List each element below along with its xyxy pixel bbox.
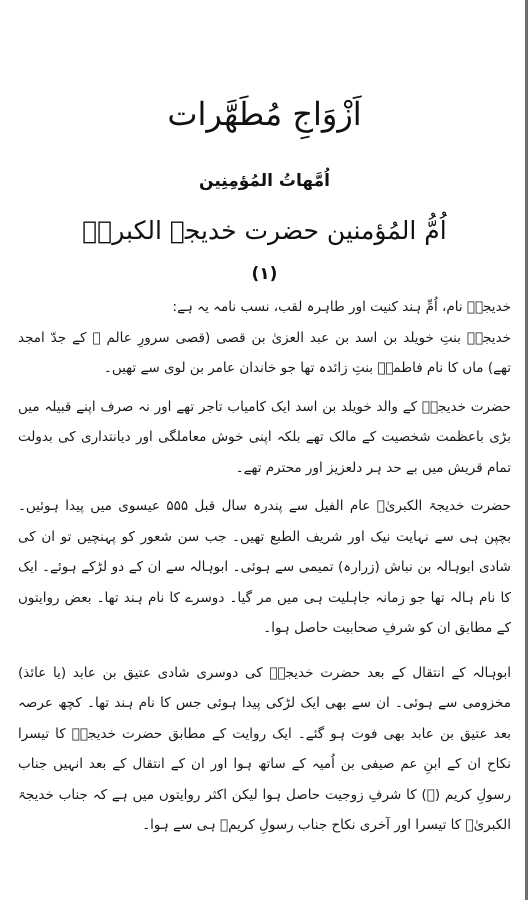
chapter-heading: اُمُّ المُؤمنین حضرت خدیجۃ الکبریؓ xyxy=(82,216,447,245)
paragraph-lineage: خدیجہؓ بنتِ خویلد بن اسد بن عبد العزیٰ بن قصی (قصی سرورِ عالم ﷺ کے جدّ امجد تھے) ماں کا نام فاطمہؓ بنتِ زائدہ تھا جو خاندان عامر بن لوی سے تھیں۔ xyxy=(18,329,511,376)
paragraph-marriages: ابوہالہ کے انتقال کے بعد حضرت خدیجہؓ کی دوسری شادی عتیق بن عابد (یا عائذ) مخزومی سے ہوئی۔ ان سے بھی ایک لڑکی پیدا ہوئی جس کا نام ہند تھا۔ کچھ عرصہ بعد عتیق بن عابد بھی فوت ہو گئے۔ ایک روایت کے مطابق حضرت خدیجہؓ کا تیسرا نکاح ان کے ابنِ عم صیفی بن اُمیہ کے ساتھ ہوا اور ان کے انتقال کے بعد انہیں جناب رسولِ کریم (ﷺ) کا شرفِ زوجیت حاصل ہوا لیکن اکثر روایتوں میں ہے کہ جناب خدیجۃ الکبریٰؓ کا تیسرا اور آخری نکاح جناب رسولِ کریمؐ ہی سے ہوا۔ xyxy=(18,664,511,833)
paragraph-lineage-intro: خدیجہؓ نام، اُمِّ ہند کنیت اور طاہرہ لقب، نسب نامہ یہ ہے: xyxy=(172,299,511,315)
body-text xyxy=(18,292,511,841)
page-subtitle: اُمَّھاتُ المُؤمِنِین xyxy=(199,171,330,191)
section-number: (۱) xyxy=(251,264,278,284)
page-title: اَزْوَاجِ مُطَهَّرات xyxy=(167,95,362,133)
paragraph-father: حضرت خدیجہؓ کے والد خویلد بن اسد ایک کامیاب تاجر تھے اور نہ صرف اپنے قبیلہ میں بڑی باعظمت شخصیت کے مالک تھے بلکہ اپنی خوش معاملگی اور دیانتداری کی بدولت تمام قریش میں بے حد ہر دلعزیز اور محترم تھے۔ xyxy=(18,398,511,476)
paragraph-birth: حضرت خدیجۃ الکبریٰؓ عام الفیل سے پندرہ سال قبل ۵۵۵ عیسوی میں پیدا ہوئیں۔ بچپن ہی سے نہایت نیک اور شریف الطبع تھیں۔ جب سن شعور کو پہنچیں تو ان کی شادی ابوہالہ بن نباش (زرارہ) تمیمی سے ہوئی۔ ابوہالہ سے ان کے دو لڑکے ہوئے۔ ایک کا نام ہالہ تھا جو زمانہ جاہلیت ہی میں مر گیا۔ دوسرے کا نام ہند تھا۔ بعض روایتوں کے مطابق ان کو شرفِ صحابیت حاصل ہوا۔ xyxy=(18,498,511,636)
page-edge-rule xyxy=(525,0,528,900)
